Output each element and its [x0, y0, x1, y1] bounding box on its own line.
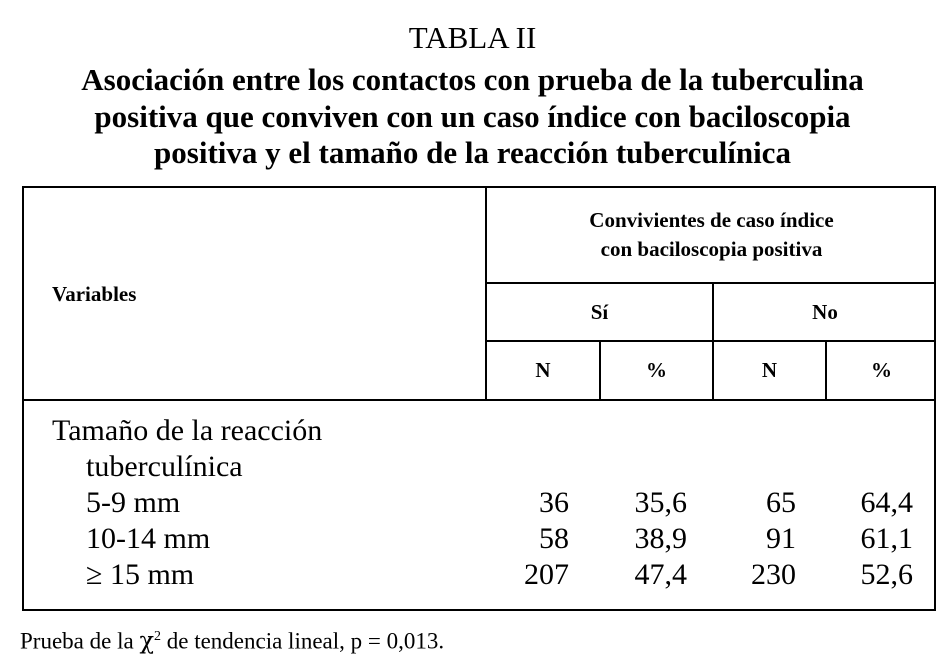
cell-10-14-no-n: 91 — [766, 522, 796, 555]
subtitle-line-3: positiva y el tamaño de la reacción tuberculínica — [154, 135, 791, 170]
col-header-no-n: N — [761, 358, 778, 382]
cell-10-14-si-n: 58 — [539, 522, 569, 555]
cell-15-plus-no-n: 230 — [751, 558, 796, 591]
col-header-si-n: N — [535, 358, 551, 382]
table-subtitle — [0, 62, 945, 172]
variables-header: Variables — [52, 282, 137, 306]
row-label-15-plus: ≥ 15 mm — [86, 558, 195, 591]
chi-symbol: χ — [139, 626, 154, 655]
group-header — [487, 188, 936, 282]
table-title: TABLA II — [408, 20, 537, 55]
section-label-line-1: Tamaño de la reacción — [52, 414, 323, 447]
row-label-10-14: 10-14 mm — [86, 522, 211, 555]
section-label-line-2: tuberculínica — [86, 450, 243, 483]
cell-15-plus-si-n: 207 — [524, 558, 569, 591]
subtitle-line-1: Asociación entre los contactos con prueba de la tuberculina — [81, 62, 864, 97]
col-header-no-pct: % — [871, 358, 892, 382]
subtitle-line-2: positiva que conviven con un caso índice con baciloscopia — [94, 98, 851, 134]
footnote-prefix: Prueba de la — [20, 628, 140, 654]
subheader-no: No — [812, 299, 838, 324]
group-header-line-2: con baciloscopia positiva — [600, 237, 823, 261]
cell-15-plus-no-pct: 52,6 — [860, 558, 913, 591]
footnote — [20, 622, 444, 657]
cell-15-plus-si-pct: 47,4 — [634, 558, 687, 591]
cell-5-9-si-pct: 35,6 — [634, 486, 687, 519]
col-header-si-pct: % — [646, 358, 667, 382]
cell-5-9-si-n: 36 — [539, 486, 569, 519]
cell-5-9-no-pct: 64,4 — [860, 486, 913, 519]
cell-5-9-no-n: 65 — [766, 486, 796, 519]
chi-superscript: 2 — [153, 629, 161, 644]
cell-10-14-no-pct: 61,1 — [860, 522, 913, 555]
row-label-5-9: 5-9 mm — [86, 486, 181, 519]
subheader-si: Sí — [590, 299, 609, 324]
header-bottom-divider — [22, 399, 936, 401]
cell-10-14-si-pct: 38,9 — [634, 522, 687, 555]
group-header-line-1: Convivientes de caso índice — [589, 208, 834, 232]
footnote-suffix: de tendencia lineal, p = 0,013. — [160, 628, 445, 654]
